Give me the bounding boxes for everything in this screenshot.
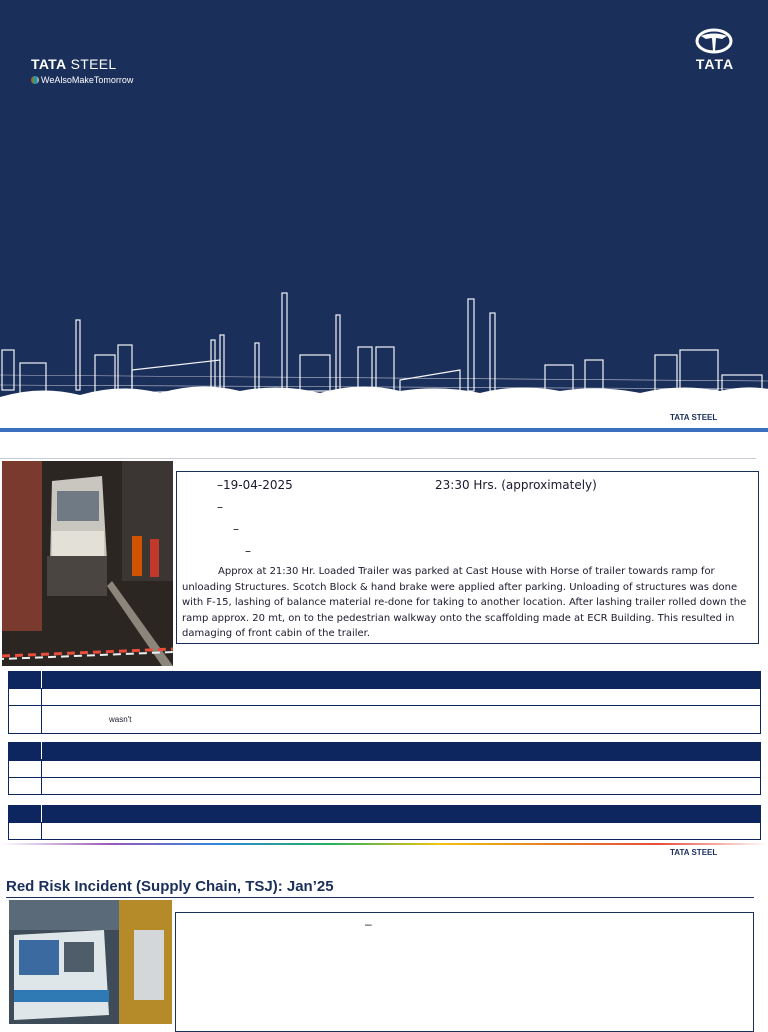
detail-dash-1: – xyxy=(217,500,223,514)
table2-header xyxy=(8,742,761,760)
box2-dash: – xyxy=(365,917,372,931)
slide-top-rule xyxy=(0,458,756,459)
table3-row-1 xyxy=(8,822,761,840)
incident-details-box-2 xyxy=(175,912,754,1032)
incident-photo-truck xyxy=(9,900,172,1024)
cover-bottom-stripe xyxy=(0,428,768,432)
detail-dash-2: – xyxy=(233,522,239,536)
cover-footer-brand: TATA STEEL xyxy=(670,413,718,422)
table1-row-2-text: wasn't xyxy=(109,715,132,724)
tata-steel-brand xyxy=(31,56,116,72)
incident-time: 23:30 Hrs. (approximately) xyxy=(435,478,597,492)
cover-slide xyxy=(0,0,768,432)
incident-photo-trailer xyxy=(2,461,173,666)
table2-row-1 xyxy=(8,760,761,778)
hashtag-text: WeAlsoMakeTomorrow xyxy=(41,75,134,85)
table1-header xyxy=(8,671,761,688)
incident-date: –19-04-2025 xyxy=(217,478,293,492)
table1-row-2 xyxy=(8,705,761,734)
table2-row-2 xyxy=(8,777,761,795)
tata-logo-text: TATA xyxy=(695,56,735,72)
truck-photo-illustration xyxy=(9,900,172,1024)
incident-description: Approx at 21:30 Hr. Loaded Trailer was parked at Cast House with Horse of trailer towards ramp for unloading Structures. Scotch Block & hand brake were applied after parking. Unloading of structures was done with F-15, lashing of balance material re-done for taking to another location. After lashing trailer rolled down the ramp approx. 20 mt, on to the pedestrian walkway onto the scaffolding made at ECR Building. This resulted in damaging of front cabin of the trailer. xyxy=(182,566,747,639)
slide3-title-rule xyxy=(6,897,754,898)
slide3-title: Red Risk Incident (Supply Chain, TSJ): Jan’25 xyxy=(6,878,334,895)
detail-dash-3: – xyxy=(245,544,251,558)
table1-row-1 xyxy=(8,688,761,706)
plant-skyline-illustration xyxy=(0,285,768,432)
hashtag-line xyxy=(31,75,133,85)
slide2-footer-brand: TATA STEEL xyxy=(670,848,718,857)
globe-icon xyxy=(31,76,39,84)
brand-bold-text: TATA xyxy=(31,56,67,72)
slide-divider-rainbow xyxy=(0,843,768,845)
incident-details-box xyxy=(176,471,759,644)
tata-logo xyxy=(688,28,740,74)
brand-light-text: STEEL xyxy=(66,56,117,72)
trailer-photo-illustration xyxy=(2,461,173,666)
table3-header xyxy=(8,805,761,822)
